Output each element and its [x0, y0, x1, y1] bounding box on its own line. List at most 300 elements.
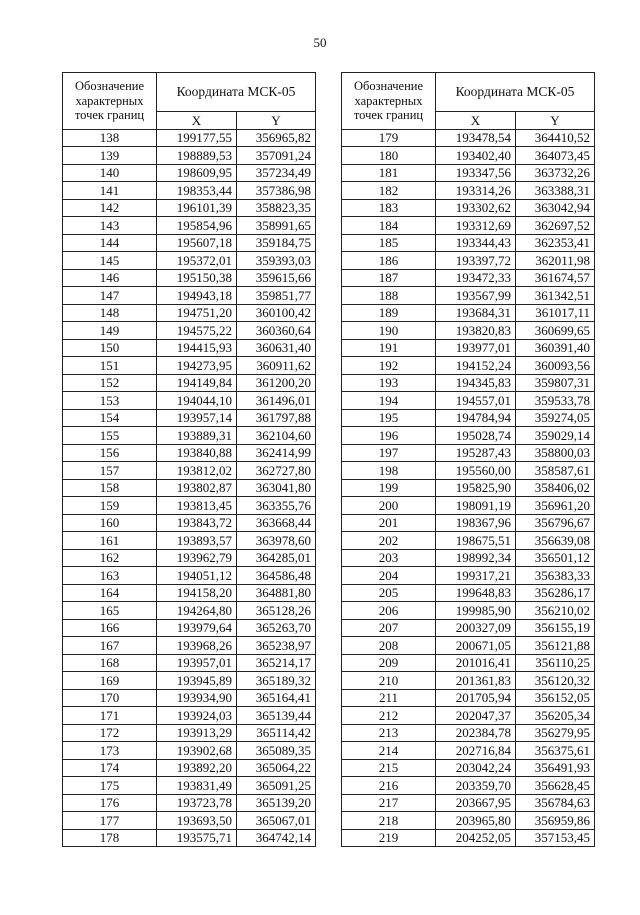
- point-number-cell: 149: [63, 322, 157, 340]
- y-coordinate-cell: 356796,67: [516, 514, 595, 532]
- table-row: [63, 392, 316, 410]
- table-row: [342, 777, 595, 795]
- x-coordinate-cell: 198609,95: [157, 164, 237, 182]
- table-row: [63, 217, 316, 235]
- point-number-cell: 178: [63, 829, 157, 847]
- y-coordinate-cell: 363732,26: [516, 164, 595, 182]
- point-number-cell: 189: [342, 304, 436, 322]
- y-coordinate-cell: 363388,31: [516, 182, 595, 200]
- x-coordinate-cell: 198353,44: [157, 182, 237, 200]
- table-row: [63, 199, 316, 217]
- x-coordinate-cell: 194751,20: [157, 304, 237, 322]
- point-number-cell: 215: [342, 759, 436, 777]
- x-coordinate-cell: 195287,43: [436, 444, 516, 462]
- y-coordinate-cell: 365189,32: [237, 672, 316, 690]
- table-row: [63, 724, 316, 742]
- y-coordinate-cell: 359393,03: [237, 252, 316, 270]
- x-coordinate-cell: 201705,94: [436, 689, 516, 707]
- x-coordinate-cell: 194149,84: [157, 374, 237, 392]
- table-row: [342, 619, 595, 637]
- point-number-cell: 195: [342, 409, 436, 427]
- table-row: [63, 409, 316, 427]
- x-coordinate-cell: 195607,18: [157, 234, 237, 252]
- table-row: [63, 602, 316, 620]
- table-row: [342, 444, 595, 462]
- table-row: [342, 794, 595, 812]
- x-coordinate-cell: 193344,43: [436, 234, 516, 252]
- table-row: [342, 357, 595, 375]
- point-number-cell: 177: [63, 812, 157, 830]
- x-coordinate-cell: 193813,45: [157, 497, 237, 515]
- point-number-cell: 150: [63, 339, 157, 357]
- point-number-cell: 204: [342, 567, 436, 585]
- table-row: [63, 742, 316, 760]
- point-designation-header: Обозначение характерных точек границ: [63, 73, 157, 130]
- point-number-cell: 156: [63, 444, 157, 462]
- point-number-cell: 170: [63, 689, 157, 707]
- y-coordinate-cell: 365214,17: [237, 654, 316, 672]
- x-coordinate-cell: 194152,24: [436, 357, 516, 375]
- x-coordinate-cell: 193314,26: [436, 182, 516, 200]
- point-number-cell: 185: [342, 234, 436, 252]
- point-number-cell: 162: [63, 549, 157, 567]
- table-row: [342, 584, 595, 602]
- y-coordinate-cell: 359029,14: [516, 427, 595, 445]
- table-row: [342, 707, 595, 725]
- y-coordinate-cell: 361797,88: [237, 409, 316, 427]
- table-row: [63, 287, 316, 305]
- table-row: [342, 199, 595, 217]
- x-coordinate-cell: 193693,50: [157, 812, 237, 830]
- point-number-cell: 141: [63, 182, 157, 200]
- y-coordinate-cell: 363978,60: [237, 532, 316, 550]
- table-row: [342, 514, 595, 532]
- y-coordinate-cell: 365091,25: [237, 777, 316, 795]
- table-row: [63, 689, 316, 707]
- y-coordinate-cell: 364742,14: [237, 829, 316, 847]
- table-row: [342, 339, 595, 357]
- table-row: [63, 777, 316, 795]
- x-coordinate-cell: 195372,01: [157, 252, 237, 270]
- y-coordinate-cell: 362727,80: [237, 462, 316, 480]
- point-number-cell: 147: [63, 287, 157, 305]
- x-coordinate-cell: 198992,34: [436, 549, 516, 567]
- table-row: [342, 462, 595, 480]
- table-row: [63, 759, 316, 777]
- x-coordinate-cell: 193957,14: [157, 409, 237, 427]
- page-number: 50: [313, 35, 327, 50]
- x-coordinate-cell: 196101,39: [157, 199, 237, 217]
- point-number-cell: 203: [342, 549, 436, 567]
- y-coordinate-cell: 365263,70: [237, 619, 316, 637]
- y-coordinate-cell: 364410,52: [516, 129, 595, 147]
- y-coordinate-cell: 356383,33: [516, 567, 595, 585]
- x-coordinate-cell: 203667,95: [436, 794, 516, 812]
- point-number-cell: 160: [63, 514, 157, 532]
- y-coordinate-cell: 357234,49: [237, 164, 316, 182]
- y-coordinate-cell: 356965,82: [237, 129, 316, 147]
- y-coordinate-cell: 362353,41: [516, 234, 595, 252]
- point-number-cell: 157: [63, 462, 157, 480]
- table-row: [342, 672, 595, 690]
- x-coordinate-cell: 193397,72: [436, 252, 516, 270]
- point-number-cell: 194: [342, 392, 436, 410]
- x-coordinate-cell: 198091,19: [436, 497, 516, 515]
- point-number-cell: 190: [342, 322, 436, 340]
- x-coordinate-cell: 195854,96: [157, 217, 237, 235]
- table-row: [342, 829, 595, 847]
- point-number-cell: 198: [342, 462, 436, 480]
- x-coordinate-cell: 203965,80: [436, 812, 516, 830]
- point-number-cell: 140: [63, 164, 157, 182]
- y-coordinate-cell: 365139,20: [237, 794, 316, 812]
- y-coordinate-cell: 359851,77: [237, 287, 316, 305]
- y-coordinate-cell: 356375,61: [516, 742, 595, 760]
- point-number-cell: 169: [63, 672, 157, 690]
- y-coordinate-cell: 356205,34: [516, 707, 595, 725]
- x-coordinate-cell: 195028,74: [436, 427, 516, 445]
- x-column-header: X: [436, 112, 516, 130]
- x-coordinate-cell: 193723,78: [157, 794, 237, 812]
- point-number-cell: 183: [342, 199, 436, 217]
- x-coordinate-cell: 199648,83: [436, 584, 516, 602]
- table-row: [342, 304, 595, 322]
- y-coordinate-cell: 365164,41: [237, 689, 316, 707]
- point-number-cell: 217: [342, 794, 436, 812]
- table-row: [63, 252, 316, 270]
- y-coordinate-cell: 365064,22: [237, 759, 316, 777]
- y-coordinate-cell: 364073,45: [516, 147, 595, 165]
- table-row: [63, 129, 316, 147]
- coordinates-table-left: [62, 72, 316, 847]
- table-row: [342, 812, 595, 830]
- x-coordinate-cell: 198367,96: [436, 514, 516, 532]
- point-number-cell: 138: [63, 129, 157, 147]
- y-coordinate-cell: 356961,20: [516, 497, 595, 515]
- x-coordinate-cell: 204252,05: [436, 829, 516, 847]
- table-row: [342, 409, 595, 427]
- point-number-cell: 164: [63, 584, 157, 602]
- x-coordinate-cell: 193892,20: [157, 759, 237, 777]
- coordinate-system-header: Координата МСК-05: [436, 73, 595, 112]
- point-number-cell: 193: [342, 374, 436, 392]
- y-coordinate-cell: 363355,76: [237, 497, 316, 515]
- x-coordinate-cell: 199985,90: [436, 602, 516, 620]
- y-coordinate-cell: 356155,19: [516, 619, 595, 637]
- point-number-cell: 173: [63, 742, 157, 760]
- y-coordinate-cell: 357153,45: [516, 829, 595, 847]
- table-row: [342, 549, 595, 567]
- table-row: [63, 357, 316, 375]
- y-coordinate-cell: 365114,42: [237, 724, 316, 742]
- table-row: [342, 602, 595, 620]
- table-row: [63, 637, 316, 655]
- x-column-header: X: [157, 112, 237, 130]
- point-number-cell: 206: [342, 602, 436, 620]
- point-number-cell: 181: [342, 164, 436, 182]
- x-coordinate-cell: 195560,00: [436, 462, 516, 480]
- x-coordinate-cell: 193567,99: [436, 287, 516, 305]
- point-number-cell: 165: [63, 602, 157, 620]
- table-row: [63, 269, 316, 287]
- table-row: [342, 217, 595, 235]
- y-coordinate-cell: 362697,52: [516, 217, 595, 235]
- point-number-cell: 145: [63, 252, 157, 270]
- table-row: [342, 759, 595, 777]
- point-number-cell: 209: [342, 654, 436, 672]
- point-number-cell: 143: [63, 217, 157, 235]
- point-number-cell: 152: [63, 374, 157, 392]
- point-number-cell: 219: [342, 829, 436, 847]
- y-coordinate-cell: 358406,02: [516, 479, 595, 497]
- y-coordinate-cell: 360093,56: [516, 357, 595, 375]
- point-number-cell: 146: [63, 269, 157, 287]
- x-coordinate-cell: 194415,93: [157, 339, 237, 357]
- table-row: [342, 182, 595, 200]
- y-coordinate-cell: 356639,08: [516, 532, 595, 550]
- y-coordinate-cell: 358991,65: [237, 217, 316, 235]
- table-row: [63, 584, 316, 602]
- y-coordinate-cell: 358587,61: [516, 462, 595, 480]
- x-coordinate-cell: 194345,83: [436, 374, 516, 392]
- table-row: [63, 427, 316, 445]
- point-number-cell: 207: [342, 619, 436, 637]
- y-coordinate-cell: 360699,65: [516, 322, 595, 340]
- y-column-header: Y: [237, 112, 316, 130]
- point-number-cell: 187: [342, 269, 436, 287]
- x-coordinate-cell: 193913,29: [157, 724, 237, 742]
- x-coordinate-cell: 195825,90: [436, 479, 516, 497]
- y-coordinate-cell: 356120,32: [516, 672, 595, 690]
- table-row: [63, 339, 316, 357]
- point-number-cell: 188: [342, 287, 436, 305]
- point-number-cell: 153: [63, 392, 157, 410]
- table-row: [342, 269, 595, 287]
- y-coordinate-cell: 361496,01: [237, 392, 316, 410]
- point-number-cell: 172: [63, 724, 157, 742]
- y-coordinate-cell: 356286,17: [516, 584, 595, 602]
- x-coordinate-cell: 193968,26: [157, 637, 237, 655]
- y-coordinate-cell: 359184,75: [237, 234, 316, 252]
- point-number-cell: 210: [342, 672, 436, 690]
- x-coordinate-cell: 193812,02: [157, 462, 237, 480]
- point-number-cell: 216: [342, 777, 436, 795]
- x-coordinate-cell: 193945,89: [157, 672, 237, 690]
- y-coordinate-cell: 358823,35: [237, 199, 316, 217]
- point-designation-header: Обозначение характерных точек границ: [342, 73, 436, 130]
- point-number-cell: 184: [342, 217, 436, 235]
- x-coordinate-cell: 193924,03: [157, 707, 237, 725]
- x-coordinate-cell: 194044,10: [157, 392, 237, 410]
- y-coordinate-cell: 362011,98: [516, 252, 595, 270]
- y-column-header: Y: [516, 112, 595, 130]
- y-coordinate-cell: 359615,66: [237, 269, 316, 287]
- x-coordinate-cell: 193472,33: [436, 269, 516, 287]
- table-row: [63, 567, 316, 585]
- x-coordinate-cell: 202384,78: [436, 724, 516, 742]
- y-coordinate-cell: 364285,01: [237, 549, 316, 567]
- y-coordinate-cell: 356628,45: [516, 777, 595, 795]
- x-coordinate-cell: 194575,22: [157, 322, 237, 340]
- point-number-cell: 148: [63, 304, 157, 322]
- x-coordinate-cell: 193934,90: [157, 689, 237, 707]
- table-row: [342, 164, 595, 182]
- y-coordinate-cell: 360911,62: [237, 357, 316, 375]
- point-number-cell: 144: [63, 234, 157, 252]
- table-row: [63, 707, 316, 725]
- table-row: [342, 252, 595, 270]
- table-row: [63, 672, 316, 690]
- x-coordinate-cell: 193831,49: [157, 777, 237, 795]
- table-row: [63, 444, 316, 462]
- x-coordinate-cell: 193902,68: [157, 742, 237, 760]
- x-coordinate-cell: 198889,53: [157, 147, 237, 165]
- y-coordinate-cell: 360360,64: [237, 322, 316, 340]
- point-number-cell: 179: [342, 129, 436, 147]
- table-row: [63, 829, 316, 847]
- table-body-right: [342, 129, 595, 847]
- table-row: [63, 164, 316, 182]
- point-number-cell: 154: [63, 409, 157, 427]
- x-coordinate-cell: 202716,84: [436, 742, 516, 760]
- table-row: [63, 234, 316, 252]
- point-number-cell: 176: [63, 794, 157, 812]
- y-coordinate-cell: 361017,11: [516, 304, 595, 322]
- y-coordinate-cell: 365128,26: [237, 602, 316, 620]
- y-coordinate-cell: 357091,24: [237, 147, 316, 165]
- point-number-cell: 191: [342, 339, 436, 357]
- table-row: [63, 147, 316, 165]
- x-coordinate-cell: 193979,64: [157, 619, 237, 637]
- coordinates-table-right: [341, 72, 595, 847]
- point-number-cell: 211: [342, 689, 436, 707]
- table-row: [342, 147, 595, 165]
- y-coordinate-cell: 361342,51: [516, 287, 595, 305]
- y-coordinate-cell: 362104,60: [237, 427, 316, 445]
- table-row: [63, 514, 316, 532]
- y-coordinate-cell: 360100,42: [237, 304, 316, 322]
- x-coordinate-cell: 199317,21: [436, 567, 516, 585]
- y-coordinate-cell: 361674,57: [516, 269, 595, 287]
- point-number-cell: 212: [342, 707, 436, 725]
- x-coordinate-cell: 201016,41: [436, 654, 516, 672]
- x-coordinate-cell: 193347,56: [436, 164, 516, 182]
- x-coordinate-cell: 194158,20: [157, 584, 237, 602]
- table-row: [63, 374, 316, 392]
- y-coordinate-cell: 357386,98: [237, 182, 316, 200]
- point-number-cell: 205: [342, 584, 436, 602]
- table-row: [63, 479, 316, 497]
- table-row: [342, 129, 595, 147]
- table-row: [342, 497, 595, 515]
- point-number-cell: 201: [342, 514, 436, 532]
- table-row: [342, 392, 595, 410]
- x-coordinate-cell: 193402,40: [436, 147, 516, 165]
- point-number-cell: 214: [342, 742, 436, 760]
- x-coordinate-cell: 194051,12: [157, 567, 237, 585]
- x-coordinate-cell: 203042,24: [436, 759, 516, 777]
- y-coordinate-cell: 358800,03: [516, 444, 595, 462]
- x-coordinate-cell: 198675,51: [436, 532, 516, 550]
- table-row: [342, 322, 595, 340]
- point-number-cell: 167: [63, 637, 157, 655]
- point-number-cell: 155: [63, 427, 157, 445]
- x-coordinate-cell: 200327,09: [436, 619, 516, 637]
- table-row: [342, 654, 595, 672]
- table-row: [342, 742, 595, 760]
- table-row: [63, 812, 316, 830]
- table-row: [63, 619, 316, 637]
- table-row: [63, 322, 316, 340]
- point-number-cell: 196: [342, 427, 436, 445]
- y-coordinate-cell: 359274,05: [516, 409, 595, 427]
- table-row: [63, 497, 316, 515]
- point-number-cell: 161: [63, 532, 157, 550]
- x-coordinate-cell: 193802,87: [157, 479, 237, 497]
- y-coordinate-cell: 356491,93: [516, 759, 595, 777]
- point-number-cell: 139: [63, 147, 157, 165]
- y-coordinate-cell: 356110,25: [516, 654, 595, 672]
- x-coordinate-cell: 200671,05: [436, 637, 516, 655]
- table-row: [342, 567, 595, 585]
- table-row: [63, 654, 316, 672]
- table-row: [63, 549, 316, 567]
- point-number-cell: 175: [63, 777, 157, 795]
- x-coordinate-cell: 194264,80: [157, 602, 237, 620]
- y-coordinate-cell: 356152,05: [516, 689, 595, 707]
- x-coordinate-cell: 201361,83: [436, 672, 516, 690]
- point-number-cell: 213: [342, 724, 436, 742]
- y-coordinate-cell: 356501,12: [516, 549, 595, 567]
- x-coordinate-cell: 193820,83: [436, 322, 516, 340]
- y-coordinate-cell: 362414,99: [237, 444, 316, 462]
- y-coordinate-cell: 363042,94: [516, 199, 595, 217]
- y-coordinate-cell: 360631,40: [237, 339, 316, 357]
- point-number-cell: 186: [342, 252, 436, 270]
- x-coordinate-cell: 193302,62: [436, 199, 516, 217]
- x-coordinate-cell: 193957,01: [157, 654, 237, 672]
- x-coordinate-cell: 203359,70: [436, 777, 516, 795]
- x-coordinate-cell: 193843,72: [157, 514, 237, 532]
- table-row: [63, 304, 316, 322]
- y-coordinate-cell: 359807,31: [516, 374, 595, 392]
- point-number-cell: 208: [342, 637, 436, 655]
- x-coordinate-cell: 194784,94: [436, 409, 516, 427]
- y-coordinate-cell: 356959,86: [516, 812, 595, 830]
- point-number-cell: 192: [342, 357, 436, 375]
- x-coordinate-cell: 194273,95: [157, 357, 237, 375]
- y-coordinate-cell: 356784,63: [516, 794, 595, 812]
- x-coordinate-cell: 193478,54: [436, 129, 516, 147]
- y-coordinate-cell: 363668,44: [237, 514, 316, 532]
- point-number-cell: 218: [342, 812, 436, 830]
- y-coordinate-cell: 365238,97: [237, 637, 316, 655]
- point-number-cell: 166: [63, 619, 157, 637]
- point-number-cell: 197: [342, 444, 436, 462]
- x-coordinate-cell: 199177,55: [157, 129, 237, 147]
- y-coordinate-cell: 356210,02: [516, 602, 595, 620]
- point-number-cell: 180: [342, 147, 436, 165]
- x-coordinate-cell: 194557,01: [436, 392, 516, 410]
- y-coordinate-cell: 356121,88: [516, 637, 595, 655]
- point-number-cell: 182: [342, 182, 436, 200]
- point-number-cell: 199: [342, 479, 436, 497]
- point-number-cell: 163: [63, 567, 157, 585]
- y-coordinate-cell: 356279,95: [516, 724, 595, 742]
- table-row: [63, 532, 316, 550]
- y-coordinate-cell: 364881,80: [237, 584, 316, 602]
- point-number-cell: 202: [342, 532, 436, 550]
